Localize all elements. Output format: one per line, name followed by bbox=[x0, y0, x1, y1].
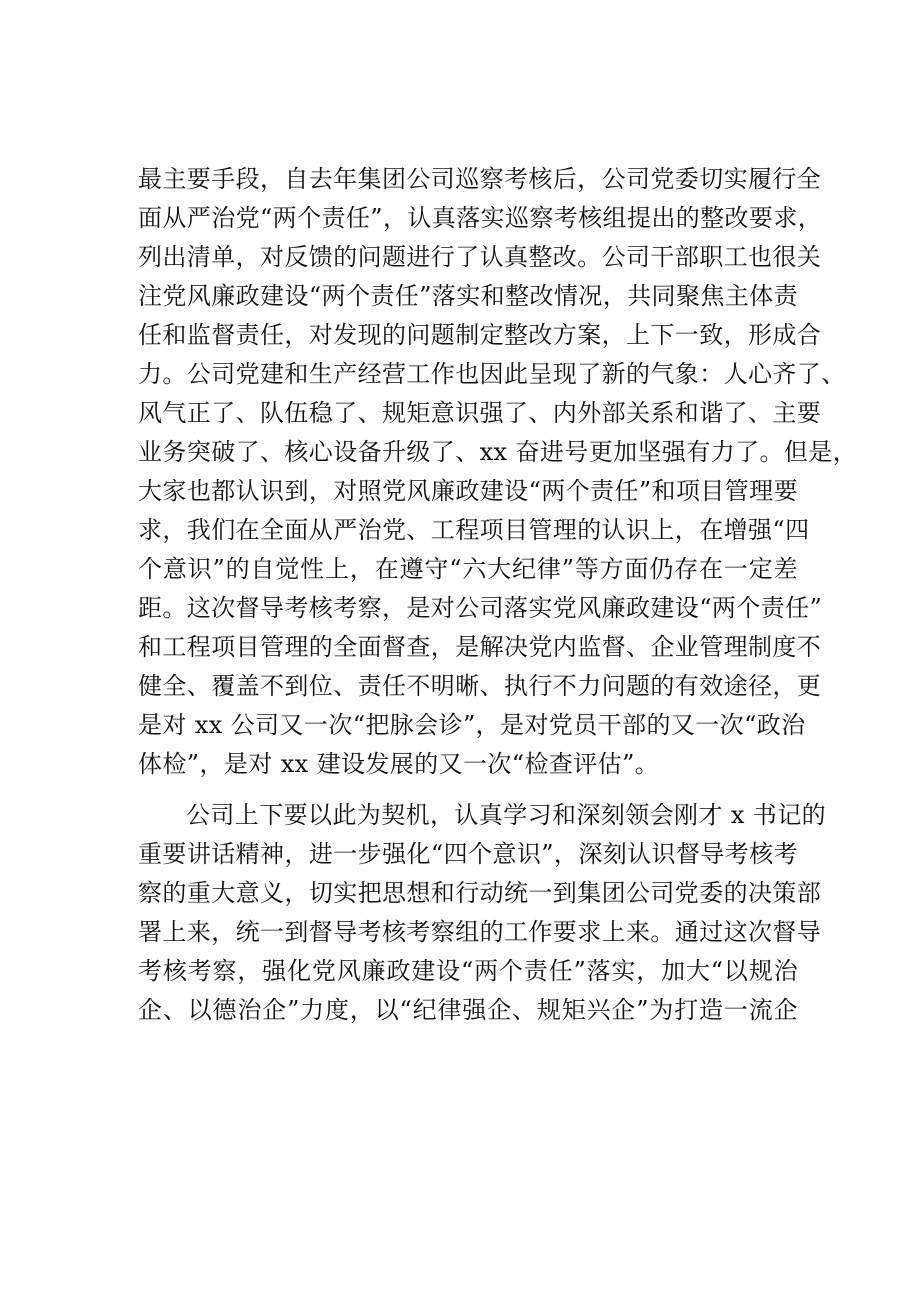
text-line: 企、以德治企”力度，以“纪律强企、规矩兴企”为打造一流企 bbox=[138, 996, 798, 1024]
text-line: 体检”，是对 xx 建设发展的又一次“检查评估”。 bbox=[138, 750, 660, 778]
document-body bbox=[138, 160, 858, 1030]
text-line: 列出清单，对反馈的问题进行了认真整改。公司干部职工也很关 bbox=[138, 243, 822, 271]
text-line: 重要讲话精神，进一步强化“四个意识”，深刻认识督导考核考 bbox=[138, 840, 798, 868]
text-line: 业务突破了、核心设备升级了、xx 奋进号更加坚强有力了。但是， bbox=[138, 438, 858, 466]
paragraph-1 bbox=[138, 160, 858, 784]
text-line: 健全、覆盖不到位、责任不明晰、执行不力问题的有效途径，更 bbox=[138, 672, 822, 700]
text-line: 大家也都认识到，对照党风廉政建设“两个责任”和项目管理要 bbox=[138, 477, 798, 505]
text-line: 任和监督责任，对发现的问题制定整改方案，上下一致，形成合 bbox=[138, 321, 822, 349]
text-line: 署上来，统一到督导考核考察组的工作要求上来。通过这次督导 bbox=[138, 918, 822, 946]
text-line: 考核考察，强化党风廉政建设“两个责任”落实，加大“以规治 bbox=[138, 957, 798, 985]
text-line: 个意识”的自觉性上，在遵守“六大纪律”等方面仍存在一定差 bbox=[138, 555, 798, 583]
text-line: 距。这次督导考核考察，是对公司落实党风廉政建设“两个责任” bbox=[138, 594, 823, 622]
paragraph-2 bbox=[138, 796, 826, 1030]
text-line: 风气正了、队伍稳了、规矩意识强了、内外部关系和谐了、主要 bbox=[138, 399, 822, 427]
text-line: 公司上下要以此为契机，认真学习和深刻领会刚才 x 书记的 bbox=[186, 801, 826, 829]
text-line: 最主要手段，自去年集团公司巡察考核后，公司党委切实履行全 bbox=[138, 165, 822, 193]
text-line: 面从严治党“两个责任”，认真落实巡察考核组提出的整改要求， bbox=[138, 204, 823, 232]
text-line: 察的重大意义，切实把思想和行动统一到集团公司党委的决策部 bbox=[138, 879, 822, 907]
text-line: 是对 xx 公司又一次“把脉会诊”，是对党员干部的又一次“政治 bbox=[138, 711, 806, 739]
text-line: 注党风廉政建设“两个责任”落实和整改情况，共同聚焦主体责 bbox=[138, 282, 798, 310]
text-line: 求，我们在全面从严治党、工程项目管理的认识上，在增强“四 bbox=[138, 516, 810, 544]
text-line: 力。公司党建和生产经营工作也因此呈现了新的气象：人心齐了、 bbox=[138, 360, 846, 388]
text-line: 和工程项目管理的全面督查，是解决党内监督、企业管理制度不 bbox=[138, 633, 822, 661]
